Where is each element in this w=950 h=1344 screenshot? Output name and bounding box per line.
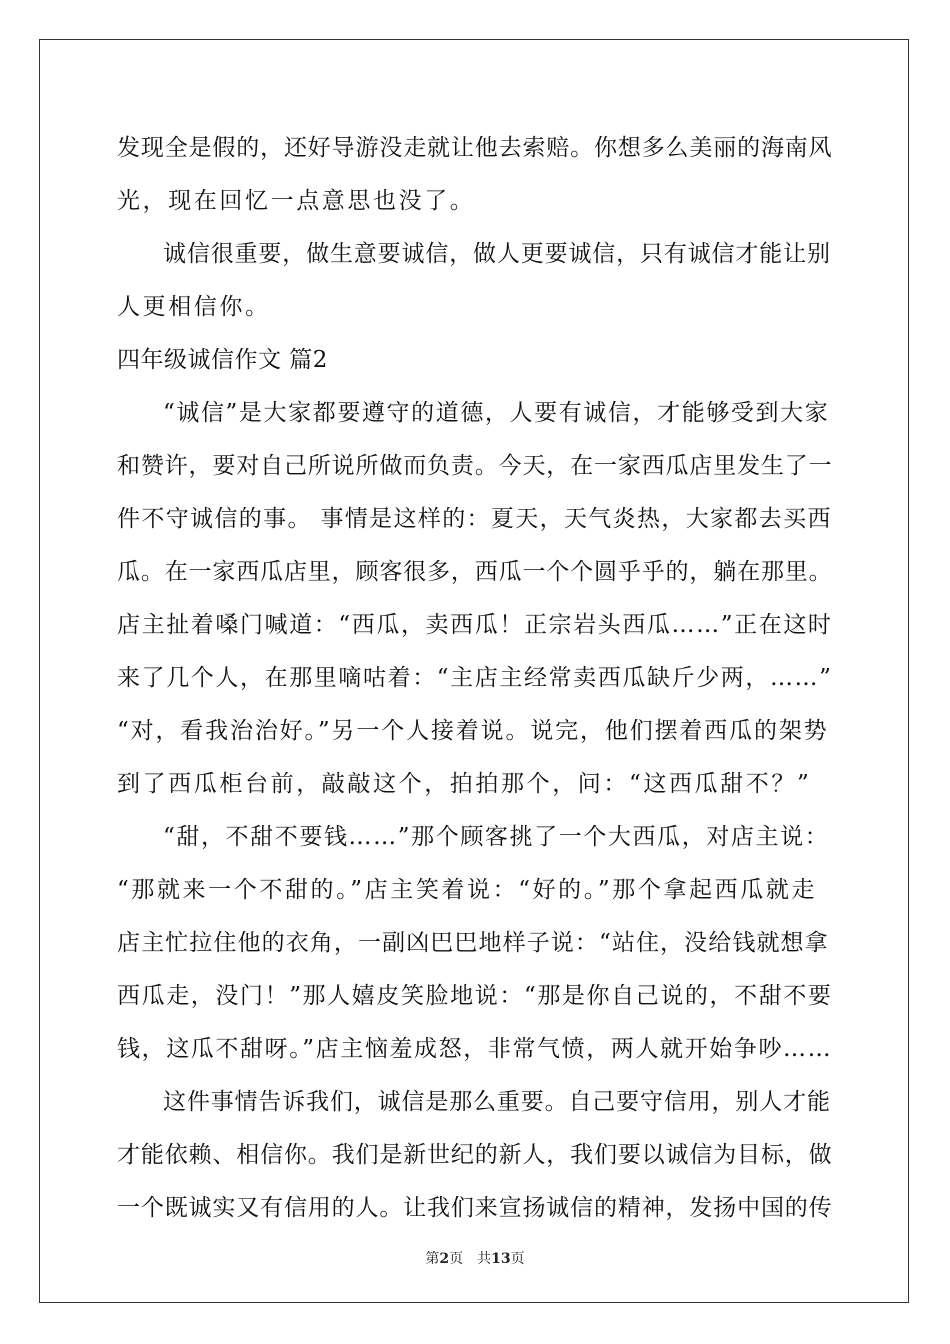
text-line: 钱，这瓜不甜呀。”店主恼羞成怒，非常气愤，两人就开始争吵…… <box>117 1036 833 1062</box>
text-line: 西瓜走，没门！”那人嬉皮笑脸地说：“那是你自己说的，不甜不要 <box>117 983 833 1009</box>
text-line: 来了几个人，在那里嘀咕着：“主店主经常卖西瓜缺斤少两，……” <box>117 665 833 691</box>
text-line: 发现全是假的，还好导游没走就让他去索赔。你想多么美丽的海南风 <box>117 135 833 161</box>
footer-suffix: 页 <box>510 1251 525 1267</box>
footer-middle: 页 共 <box>449 1251 492 1267</box>
document-body <box>117 122 833 1235</box>
text-line: 瓜。在一家西瓜店里，顾客很多，西瓜一个个圆乎乎的，躺在那里。 <box>117 559 833 585</box>
text-line: 人更相信你。 <box>117 294 271 320</box>
paragraph-start: 这件事情告诉我们，诚信是那么重要。自己要守信用，别人才能 <box>163 1089 831 1115</box>
current-page-number: 2 <box>439 1251 450 1267</box>
paragraph-start: “诚信”是大家都要遵守的道德，人要有诚信，才能够受到大家 <box>163 400 830 426</box>
text-line: 件不守诚信的事。 事情是这样的：夏天，天气炎热，大家都去买西 <box>117 506 832 532</box>
page-footer <box>0 1248 950 1268</box>
text-line: 才能依赖、相信你。我们是新世纪的新人，我们要以诚信为目标，做 <box>117 1142 833 1168</box>
section-heading: 四年级诚信作文 篇2 <box>117 347 328 373</box>
text-line: 和赞许，要对自己所说所做而负责。今天，在一家西瓜店里发生了一 <box>117 453 833 479</box>
text-line: 光，现在回忆一点意思也没了。 <box>117 188 476 214</box>
total-page-count: 13 <box>491 1251 511 1267</box>
text-line: 店主忙拉住他的衣角，一副凶巴巴地样子说：“站住，没给钱就想拿 <box>117 930 829 956</box>
text-line: “对，看我治治好。”另一个人接着说。说完，他们摆着西瓜的架势 <box>117 718 829 744</box>
paragraph-start: “甜，不甜不要钱……”那个顾客挑了一个大西瓜，对店主说： <box>163 824 830 850</box>
text-line: 店主扯着嗓门喊道：“西瓜，卖西瓜！正宗岩头西瓜……”正在这时 <box>117 612 833 638</box>
text-line: 到了西瓜柜台前，敲敲这个，拍拍那个，问：“这西瓜甜不？” <box>117 771 812 797</box>
text-line: 一个既诚实又有信用的人。让我们来宣扬诚信的精神，发扬中国的传 <box>117 1195 833 1221</box>
footer-prefix: 第 <box>425 1251 440 1267</box>
paragraph-start: 诚信很重要，做生意要诚信，做人更要诚信，只有诚信才能让别 <box>163 241 831 267</box>
text-line: “那就来一个不甜的。”店主笑着说：“好的。”那个拿起西瓜就走 <box>117 877 818 903</box>
